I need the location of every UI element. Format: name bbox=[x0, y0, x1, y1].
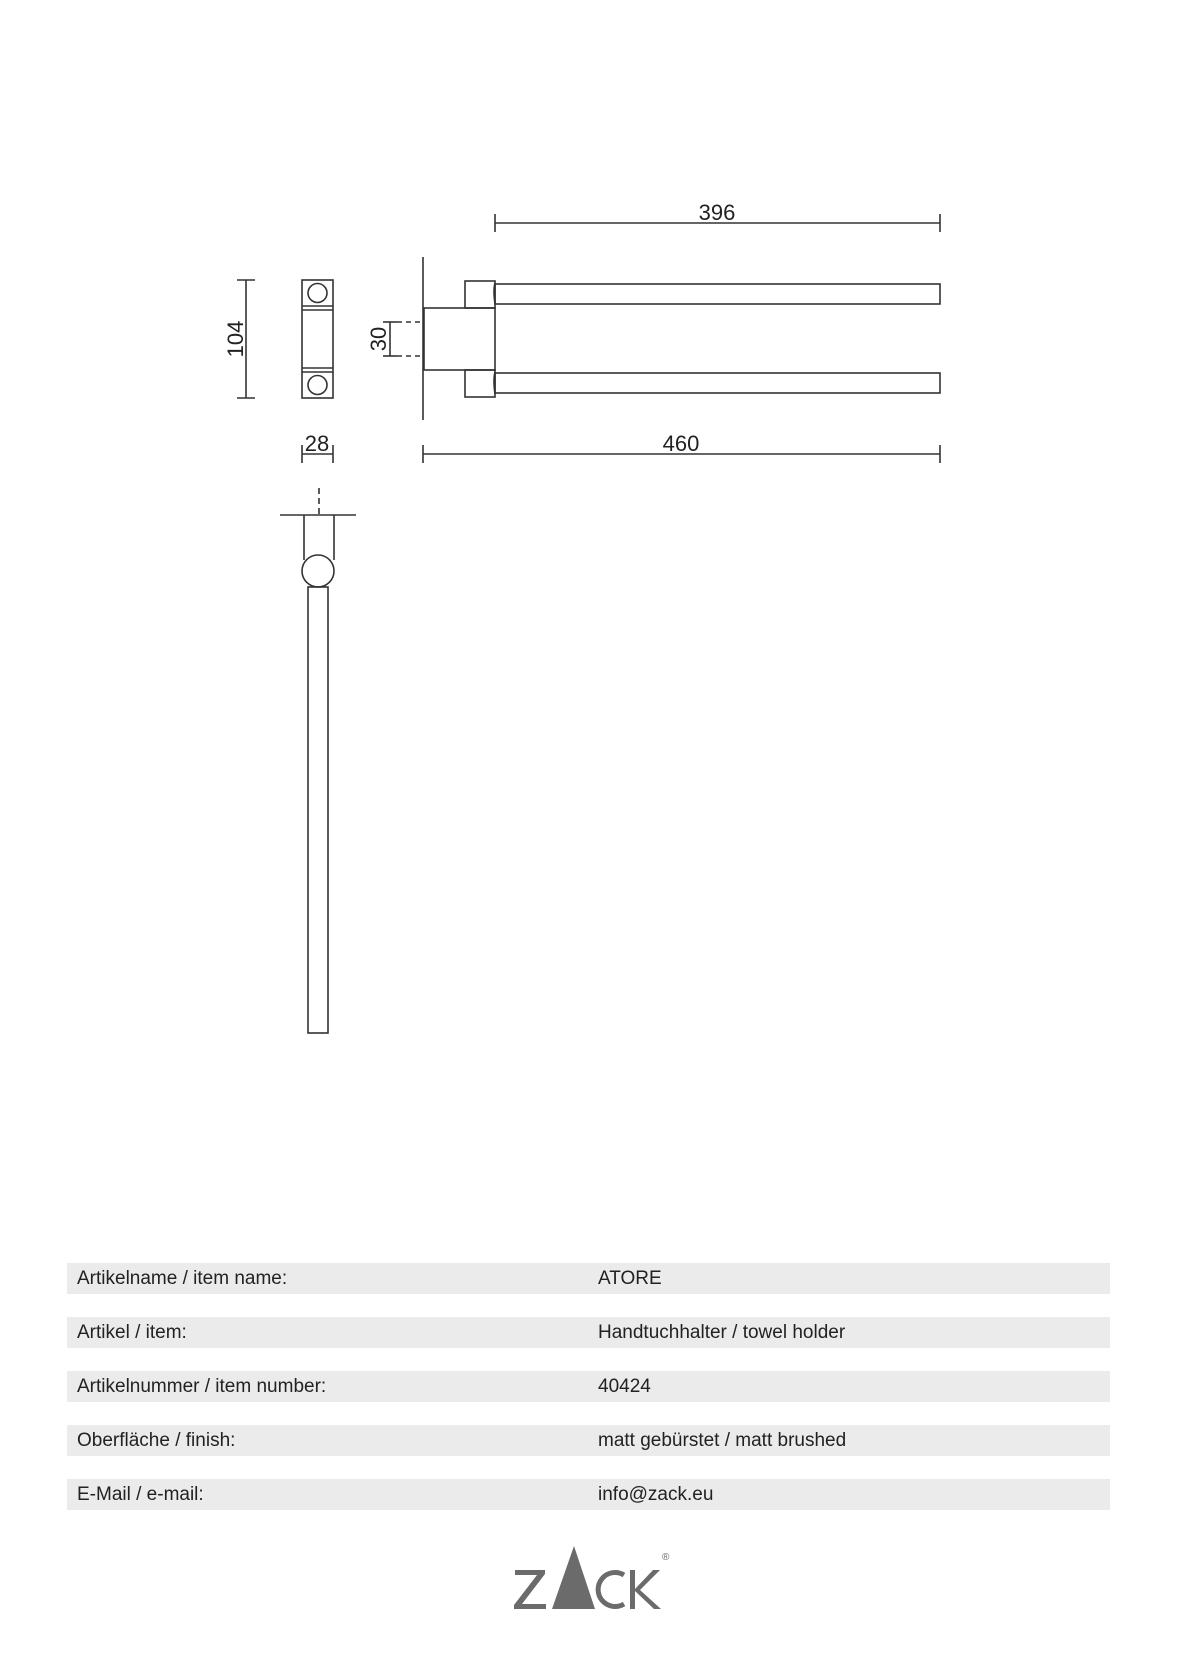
spec-table bbox=[67, 1263, 1110, 1533]
top-view bbox=[280, 488, 356, 1033]
spec-value: matt gebürstet / matt brushed bbox=[598, 1429, 847, 1451]
front-view bbox=[302, 280, 333, 398]
dimension-label-28: 28 bbox=[304, 431, 330, 456]
spec-row-item-number bbox=[67, 1371, 1110, 1402]
spec-row-item bbox=[67, 1317, 1110, 1348]
logo-letter-k bbox=[630, 1570, 661, 1609]
dimension-label-396: 396 bbox=[698, 200, 736, 225]
dimension-label-104: 104 bbox=[223, 320, 248, 358]
logo-letter-z bbox=[514, 1570, 546, 1609]
spec-label: Artikel / item: bbox=[77, 1321, 187, 1343]
zack-logo bbox=[512, 1542, 672, 1612]
spec-row-finish bbox=[67, 1425, 1110, 1456]
logo-letter-c bbox=[598, 1573, 624, 1607]
spec-value: 40424 bbox=[598, 1375, 651, 1397]
dimension-label-460: 460 bbox=[662, 431, 700, 456]
spec-value: Handtuchhalter / towel holder bbox=[598, 1321, 846, 1343]
spec-row-email bbox=[67, 1479, 1110, 1510]
spec-row-item-name bbox=[67, 1263, 1110, 1294]
spec-label: Artikelnummer / item number: bbox=[77, 1375, 327, 1397]
spec-label: Oberfläche / finish: bbox=[77, 1429, 236, 1451]
spec-label: E-Mail / e-mail: bbox=[77, 1483, 204, 1505]
dimension-label-30: 30 bbox=[366, 326, 391, 352]
registered-mark: ® bbox=[662, 1552, 670, 1563]
side-view bbox=[424, 281, 940, 397]
spec-label: Artikelname / item name: bbox=[77, 1267, 288, 1289]
spec-value: ATORE bbox=[598, 1267, 662, 1289]
logo-letter-a bbox=[552, 1546, 595, 1609]
spec-value: info@zack.eu bbox=[598, 1483, 714, 1505]
